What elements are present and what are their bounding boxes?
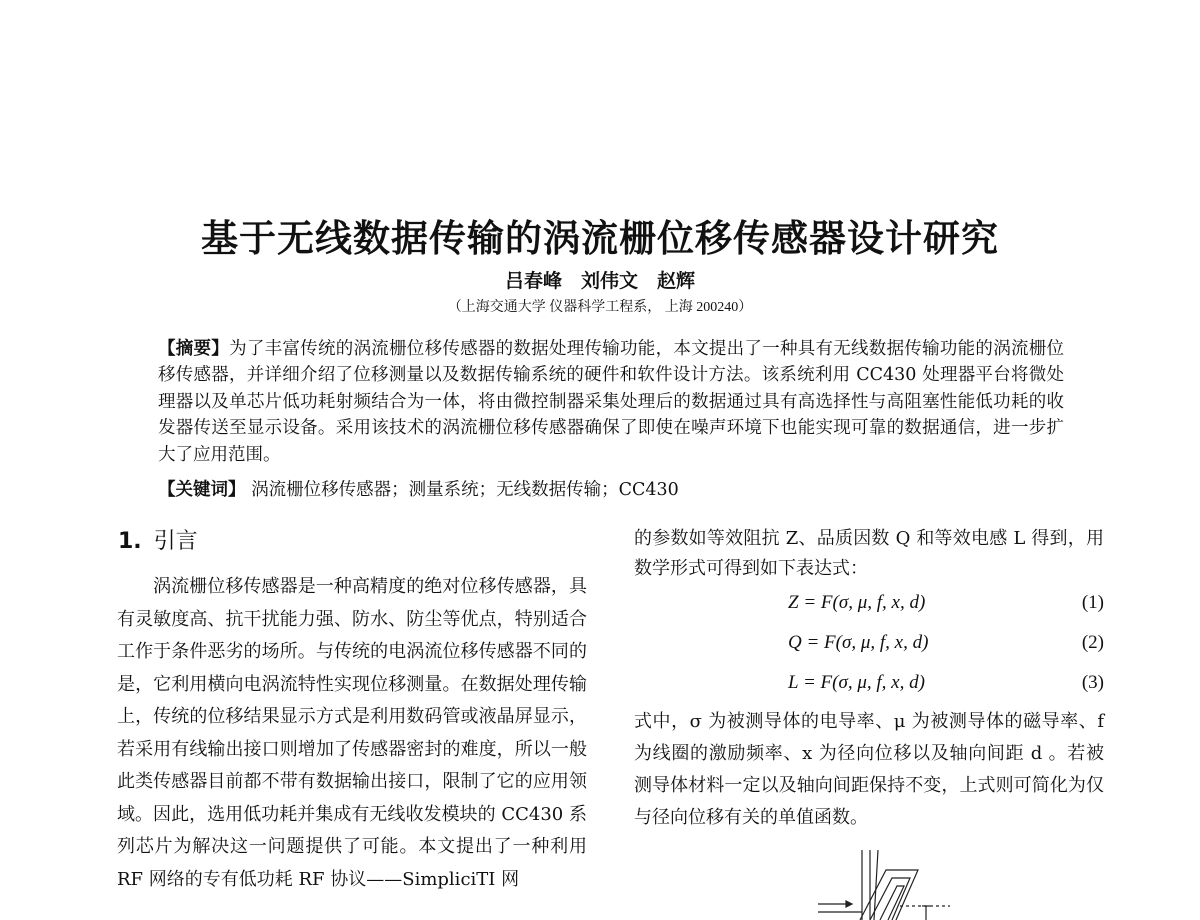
equation-2 [634,632,1104,662]
keywords [158,476,1064,501]
abstract-label: 【摘要】 [158,339,230,359]
section-title: 引言 [153,529,198,554]
equation-number: (2) [1081,632,1104,653]
figure-arrowhead [846,901,852,907]
variable-definitions: 式中，σ 为被测导体的电导率、μ 为被测导体的磁导率、f 为线圈的激励频率、x 为径向位移以及轴向间距 d 。若被测导体材料一定以及轴向间距保持不变，上式则可简化为仅与径向位移有关的单值函数。 [634,711,1104,828]
author-list: 吕春峰 刘伟文 赵辉 [504,270,695,292]
abstract-text: 为了丰富传统的涡流栅位移传感器的数据处理传输功能，本文提出了一种具有无线数据传输功能的涡流栅位移传感器，并详细介绍了位移测量以及数据传输系统的硬件和软件设计方法。该系统利用 CC430 处理器平台将微处理器以及单芯片低功耗射频结合为一体，将由微控制器采集处理后的数据通过具有高选择性与高阻塞性能低功耗的收发器传送至显示设备。采用该技术的涡流栅位移传感器确保了即使在噪声环境下也能实现可靠的数据通信，进一步扩大了应用范围。 [158,339,1065,465]
paper-title: 基于无线数据传输的涡流栅位移传感器设计研究 [201,217,999,260]
equation-number: (1) [1081,592,1104,613]
right-intro-paragraph: 的参数如等效阻抗 Z、品质因数 Q 和等效电感 L 得到，用数学形式可得到如下表达式： [634,528,1104,579]
right-column-text [634,706,1104,834]
equation-formula: Z = F(σ, μ, f, x, d) [788,592,926,613]
keywords-label: 【关键词】 [158,480,246,500]
abstract [158,336,1064,468]
equation-number: (3) [1081,672,1104,693]
right-column-intro [634,524,1104,584]
equation-formula: Q = F(σ, μ, f, x, d) [788,632,929,653]
sensor-diagram-figure [800,848,950,920]
keywords-text: 涡流栅位移传感器；测量系统；无线数据传输；CC430 [251,480,679,500]
affiliation: （上海交通大学 仪器科学工程系， 上海 200240） [447,300,753,315]
section-heading [118,524,198,555]
equation-3 [634,672,1104,702]
equation-1 [634,592,1104,622]
left-column [117,571,587,896]
equation-formula: L = F(σ, μ, f, x, d) [788,672,925,693]
intro-paragraph: 涡流栅位移传感器是一种高精度的绝对位移传感器，具有灵敏度高、抗干扰能力强、防水、防尘等优点，特别适合工作于条件恶劣的场所。与传统的电涡流位移传感器不同的是，它利用横向电涡流特性实现位移测量。在数据处理传输上，传统的位移结果显示方式是利用数码管或液晶屏显示，若采用有线输出接口则增加了传感器密封的难度，所以一般此类传感器目前都不带有数据输出接口，限制了它的应用领域。因此，选用低功耗并集成有无线收发模块的 CC430 系列芯片为解决这一问题提供了可能。本文提出了一种利用 RF 网络的专有低功耗 RF 协议——SimpliciTI 网 [117,576,587,890]
figure-coil-inner [880,886,904,920]
section-number: 1. [118,529,142,554]
